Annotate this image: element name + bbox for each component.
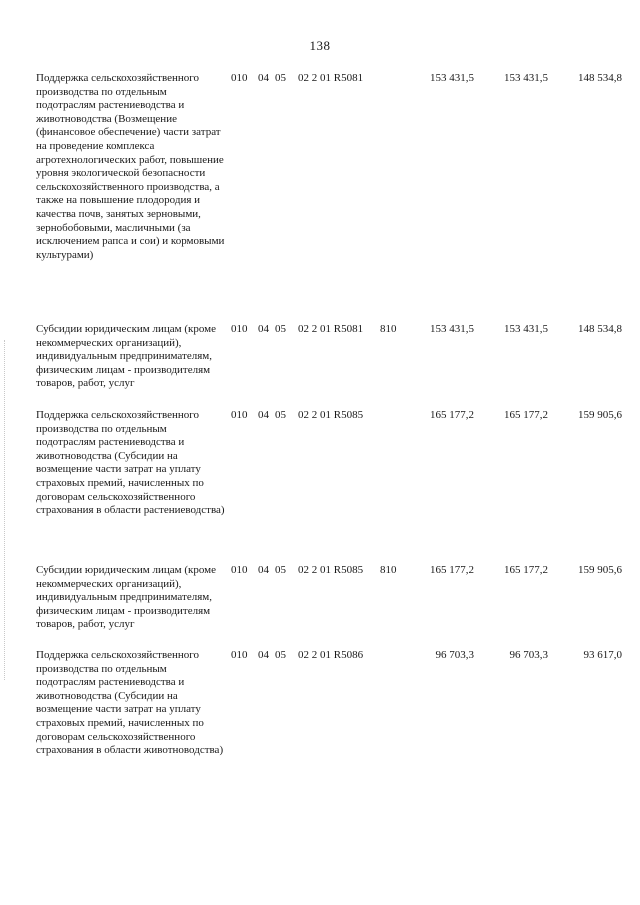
section-code: 04 — [258, 409, 269, 421]
margin-scan-mark — [4, 340, 8, 680]
amount-year-3: 148 534,8 — [578, 72, 622, 84]
section-code: 04 — [258, 649, 269, 661]
amount-year-2: 165 177,2 — [504, 409, 548, 421]
target-article-code: 02 2 01 R5081 — [298, 323, 364, 335]
amount-year-2: 153 431,5 — [504, 72, 548, 84]
row-description: Субсидии юридическим лицам (кроме некоммерческих организаций), индивидуальным предпринимателям, физическим лицам - производителям товаров, работ, услуг — [36, 564, 217, 631]
amount-year-1: 153 431,5 — [430, 72, 474, 84]
subsection-code: 05 — [275, 72, 286, 84]
amount-year-1: 165 177,2 — [430, 409, 474, 421]
amount-year-2: 96 703,3 — [509, 649, 548, 661]
amount-year-1: 165 177,2 — [430, 564, 474, 576]
row-description: Поддержка сельскохозяйственного производства по отдельным подотраслям растениеводства и животноводства (Субсидии на возмещение части затрат на уплату страховых премий, начисленных по договорам сельскохозяйственного страхования в области животноводства) — [36, 649, 224, 757]
amount-year-3: 148 534,8 — [578, 323, 622, 335]
section-code: 04 — [258, 564, 269, 576]
row-description: Субсидии юридическим лицам (кроме некоммерческих организаций), индивидуальным предпринимателям, физическим лицам - производителям товаров, работ, услуг — [36, 323, 217, 390]
ministry-code: 010 — [231, 649, 248, 661]
amount-year-3: 159 905,6 — [578, 409, 622, 421]
subsection-code: 05 — [275, 649, 286, 661]
amount-year-2: 153 431,5 — [504, 323, 548, 335]
subsection-code: 05 — [275, 323, 286, 335]
target-article-code: 02 2 01 R5081 — [298, 72, 364, 84]
section-code: 04 — [258, 323, 269, 335]
row-description: Поддержка сельскохозяйственного производства по отдельным подотраслям растениеводства и животноводства (Субсидии на возмещение части затрат на уплату страховых премий, начисленных по договорам сельскохозяйственного страхования в области растениеводства) — [36, 409, 225, 517]
amount-year-2: 165 177,2 — [504, 564, 548, 576]
expense-type-code: 810 — [380, 323, 397, 335]
ministry-code: 010 — [231, 323, 248, 335]
target-article-code: 02 2 01 R5085 — [298, 409, 364, 421]
section-code: 04 — [258, 72, 269, 84]
ministry-code: 010 — [231, 564, 248, 576]
target-article-code: 02 2 01 R5085 — [298, 564, 364, 576]
amount-year-3: 93 617,0 — [583, 649, 622, 661]
amount-year-3: 159 905,6 — [578, 564, 622, 576]
subsection-code: 05 — [275, 409, 286, 421]
ministry-code: 010 — [231, 72, 248, 84]
row-description: Поддержка сельскохозяйственного производства по отдельным подотраслям растениеводства и животноводства (Возмещение (финансовое обеспечение) части затрат на проведение комплекса агротехнологических работ, повышение уровня экологической безопасности сельскохозяйственного производства, а также на повышение плодородия и качества почв, занятых зерновыми, зернобобовыми, масличными (за исключением рапса и сои) и кормовыми культурами) — [36, 72, 225, 261]
target-article-code: 02 2 01 R5086 — [298, 649, 364, 661]
page-number: 138 — [309, 38, 331, 53]
subsection-code: 05 — [275, 564, 286, 576]
expense-type-code: 810 — [380, 564, 397, 576]
ministry-code: 010 — [231, 409, 248, 421]
amount-year-1: 96 703,3 — [435, 649, 474, 661]
amount-year-1: 153 431,5 — [430, 323, 474, 335]
